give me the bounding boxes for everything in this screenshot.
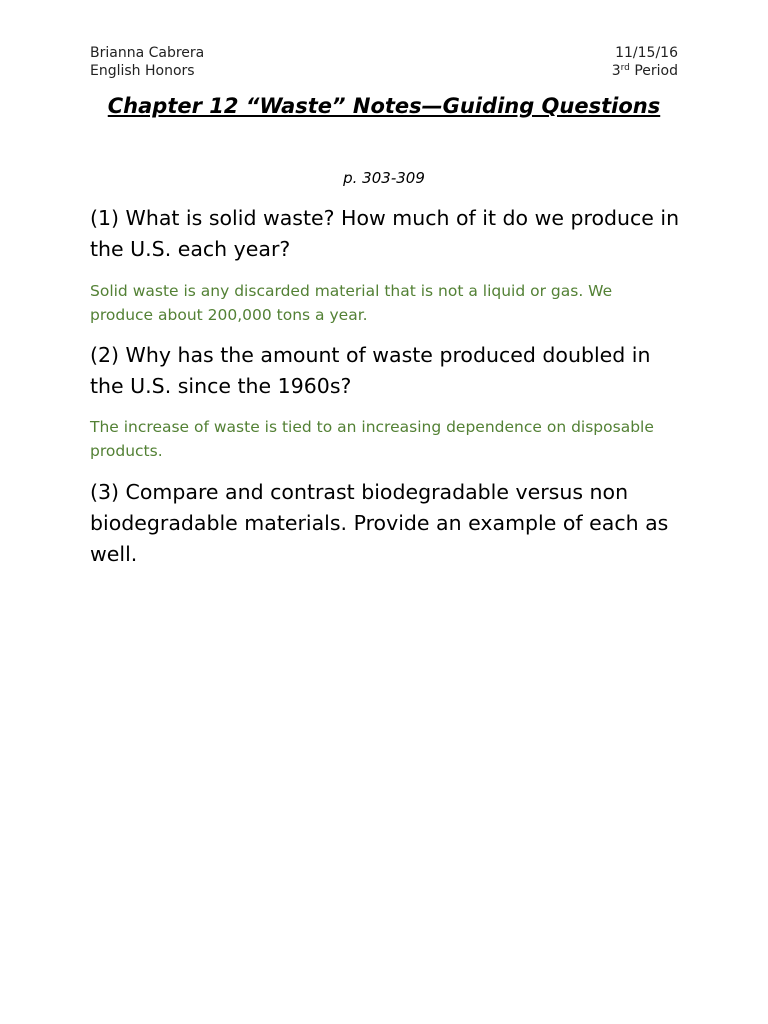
period-word: Period xyxy=(634,63,678,79)
period-suffix: rd xyxy=(620,63,630,73)
page-title: Chapter 12 “Waste” Notes—Guiding Questions xyxy=(107,94,661,118)
class-period xyxy=(612,62,678,80)
class-name: English Honors xyxy=(90,63,195,79)
question-3: (3) Compare and contrast biodegradable versus non biodegradable materials. Provide an example of each as well. xyxy=(90,480,669,566)
answer-2: The increase of waste is tied to an increasing dependence on disposable products. xyxy=(90,418,654,460)
page-range: p. 303-309 xyxy=(343,169,425,187)
date: 11/15/16 xyxy=(615,45,678,61)
student-name: Brianna Cabrera xyxy=(90,45,205,61)
header-left xyxy=(90,44,204,80)
header-right xyxy=(612,44,678,80)
question-1: (1) What is solid waste? How much of it do we produce in the U.S. each year? xyxy=(90,206,680,261)
answer-1: Solid waste is any discarded material that is not a liquid or gas. We produce about 200,000 tons a year. xyxy=(90,282,613,324)
period-number: 3 xyxy=(611,63,621,79)
question-2: (2) Why has the amount of waste produced doubled in the U.S. since the 1960s? xyxy=(90,343,651,398)
